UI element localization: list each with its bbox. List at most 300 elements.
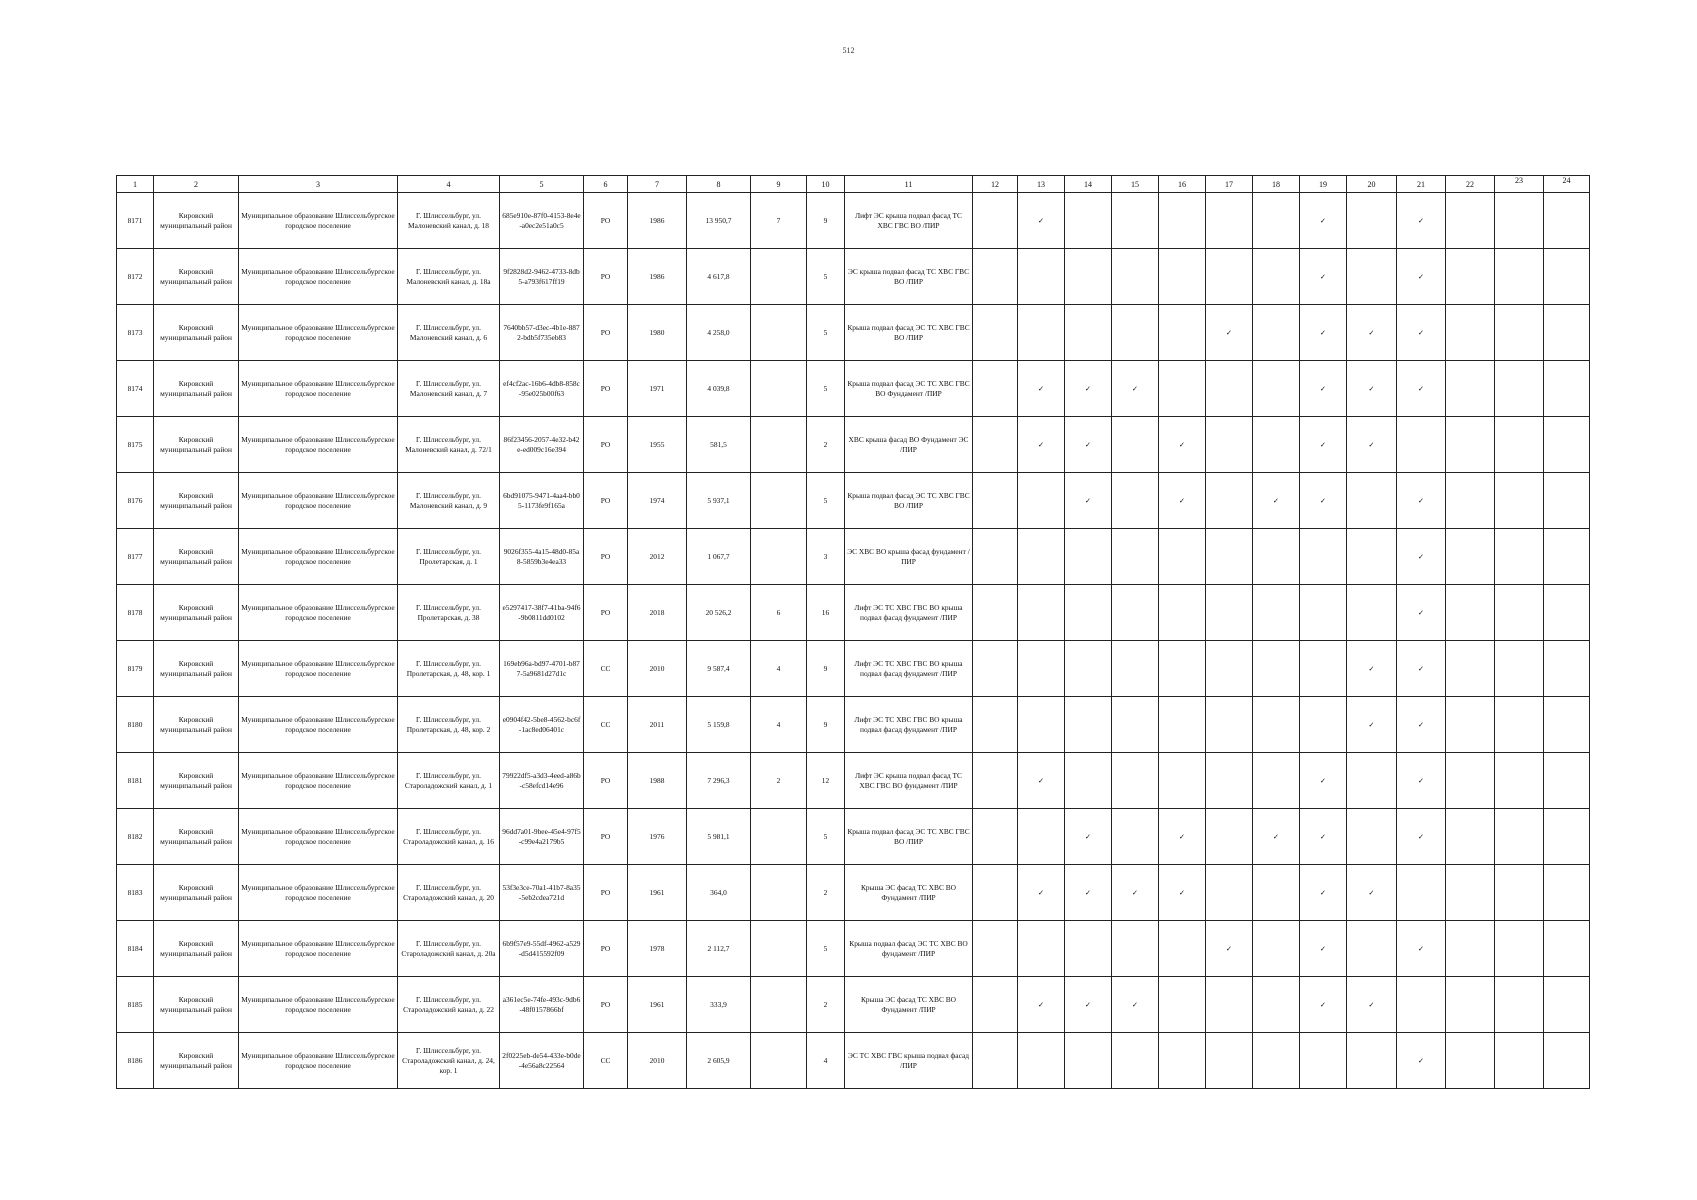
district-cell: Кировский муниципальный район <box>154 697 239 753</box>
check-cell-col23 <box>1495 249 1544 305</box>
check-cell-col16 <box>1159 529 1206 585</box>
check-cell-col20: ✓ <box>1347 641 1397 697</box>
check-cell-col18 <box>1253 529 1300 585</box>
check-cell-col23 <box>1495 1033 1544 1089</box>
check-cell-col23 <box>1495 361 1544 417</box>
row-number: 8178 <box>117 585 154 641</box>
column-header-5: 5 <box>500 176 584 193</box>
check-cell-col12 <box>973 697 1018 753</box>
district-cell: Кировский муниципальный район <box>154 641 239 697</box>
uuid-cell: 9f2828d2-9462-4733-8db5-a793f617ff19 <box>500 249 584 305</box>
check-cell-col20 <box>1347 921 1397 977</box>
year-cell: 2010 <box>628 1033 687 1089</box>
check-cell-col20 <box>1347 529 1397 585</box>
check-cell-col14 <box>1065 305 1112 361</box>
check-cell-col12 <box>973 641 1018 697</box>
check-cell-col21: ✓ <box>1397 753 1446 809</box>
check-cell-col21 <box>1397 865 1446 921</box>
row-number: 8186 <box>117 1033 154 1089</box>
works-cell: Крыша подвал фасад ЭС ТС ХВС ГВС ВО /ПИР <box>845 809 973 865</box>
check-cell-col19: ✓ <box>1300 417 1347 473</box>
ownership-type-cell: СС <box>584 697 628 753</box>
check-cell-col12 <box>973 249 1018 305</box>
uuid-cell: 6b9f57e9-55df-4962-a529-d5d415592f09 <box>500 921 584 977</box>
area-cell: 1 067,7 <box>687 529 751 585</box>
check-cell-col13 <box>1018 641 1065 697</box>
area-cell: 4 617,8 <box>687 249 751 305</box>
check-cell-col19: ✓ <box>1300 753 1347 809</box>
address-cell: Г. Шлиссельбург, ул. Пролетарская, д. 48, кор. 2 <box>398 697 500 753</box>
year-cell: 1976 <box>628 809 687 865</box>
check-cell-col14 <box>1065 529 1112 585</box>
check-cell-col22 <box>1446 1033 1495 1089</box>
col9-cell <box>751 1033 807 1089</box>
check-cell-col20: ✓ <box>1347 417 1397 473</box>
check-cell-col22 <box>1446 977 1495 1033</box>
check-cell-col16: ✓ <box>1159 809 1206 865</box>
check-cell-col13 <box>1018 585 1065 641</box>
col9-cell <box>751 921 807 977</box>
check-cell-col18 <box>1253 1033 1300 1089</box>
column-header-2: 2 <box>154 176 239 193</box>
ownership-type-cell: РО <box>584 809 628 865</box>
column-header-13: 13 <box>1018 176 1065 193</box>
col9-cell <box>751 417 807 473</box>
column-header-23: 23 <box>1495 176 1544 193</box>
check-cell-col20 <box>1347 585 1397 641</box>
address-cell: Г. Шлиссельбург, ул. Староладожский канал, д. 24, кор. 1 <box>398 1033 500 1089</box>
check-cell-col22 <box>1446 865 1495 921</box>
works-cell: Лифт ЭС крыша подвал фасад ТС ХВС ГВС ВО фундамент /ПИР <box>845 753 973 809</box>
row-number: 8184 <box>117 921 154 977</box>
ownership-type-cell: СС <box>584 641 628 697</box>
works-cell: Крыша подвал фасад ЭС ТС ХВС ГВС ВО /ПИР <box>845 305 973 361</box>
district-cell: Кировский муниципальный район <box>154 865 239 921</box>
check-cell-col14 <box>1065 921 1112 977</box>
row-number: 8179 <box>117 641 154 697</box>
check-cell-col22 <box>1446 921 1495 977</box>
check-cell-col15 <box>1112 529 1159 585</box>
area-cell: 20 526,2 <box>687 585 751 641</box>
works-cell: ЭС ТС ХВС ГВС крыша подвал фасад /ПИР <box>845 1033 973 1089</box>
col9-cell <box>751 305 807 361</box>
check-cell-col22 <box>1446 809 1495 865</box>
check-cell-col13 <box>1018 921 1065 977</box>
district-cell: Кировский муниципальный район <box>154 585 239 641</box>
ownership-type-cell: РО <box>584 193 628 249</box>
check-cell-col23 <box>1495 305 1544 361</box>
address-cell: Г. Шлиссельбург, ул. Староладожский канал, д. 22 <box>398 977 500 1033</box>
ownership-type-cell: РО <box>584 977 628 1033</box>
check-cell-col24 <box>1544 921 1590 977</box>
check-cell-col17 <box>1206 1033 1253 1089</box>
check-cell-col24 <box>1544 305 1590 361</box>
column-header-20: 20 <box>1347 176 1397 193</box>
check-cell-col20: ✓ <box>1347 361 1397 417</box>
works-cell: Лифт ЭС ТС ХВС ГВС ВО крыша подвал фасад фундамент /ПИР <box>845 697 973 753</box>
col10-cell: 9 <box>807 641 845 697</box>
check-cell-col21: ✓ <box>1397 529 1446 585</box>
works-cell: Лифт ЭС ТС ХВС ГВС ВО крыша подвал фасад фундамент /ПИР <box>845 641 973 697</box>
check-cell-col24 <box>1544 977 1590 1033</box>
check-cell-col16 <box>1159 305 1206 361</box>
check-cell-col20 <box>1347 249 1397 305</box>
row-number: 8173 <box>117 305 154 361</box>
column-header-22: 22 <box>1446 176 1495 193</box>
check-cell-col22 <box>1446 585 1495 641</box>
district-cell: Кировский муниципальный район <box>154 473 239 529</box>
col10-cell: 2 <box>807 417 845 473</box>
check-cell-col12 <box>973 473 1018 529</box>
address-cell: Г. Шлиссельбург, ул. Староладожский канал, д. 1 <box>398 753 500 809</box>
check-cell-col21: ✓ <box>1397 921 1446 977</box>
area-cell: 7 296,3 <box>687 753 751 809</box>
check-cell-col18 <box>1253 417 1300 473</box>
check-cell-col15 <box>1112 641 1159 697</box>
settlement-cell: Муниципальное образование Шлиссельбургское городское поселение <box>239 865 398 921</box>
works-cell: Крыша ЭС фасад ТС ХВС ВО Фундамент /ПИР <box>845 977 973 1033</box>
ownership-type-cell: РО <box>584 305 628 361</box>
check-cell-col14: ✓ <box>1065 977 1112 1033</box>
uuid-cell: 96dd7a01-9bee-45e4-97f5-c99e4a2179b5 <box>500 809 584 865</box>
col9-cell <box>751 809 807 865</box>
check-cell-col21: ✓ <box>1397 249 1446 305</box>
check-cell-col14 <box>1065 753 1112 809</box>
column-header-16: 16 <box>1159 176 1206 193</box>
ownership-type-cell: РО <box>584 529 628 585</box>
check-cell-col19 <box>1300 585 1347 641</box>
works-cell: ЭС крыша подвал фасад ТС ХВС ГВС ВО /ПИР <box>845 249 973 305</box>
col9-cell: 4 <box>751 641 807 697</box>
table-row <box>117 753 1590 809</box>
check-cell-col13: ✓ <box>1018 865 1065 921</box>
settlement-cell: Муниципальное образование Шлиссельбургское городское поселение <box>239 305 398 361</box>
check-cell-col19 <box>1300 1033 1347 1089</box>
area-cell: 4 039,8 <box>687 361 751 417</box>
col10-cell: 2 <box>807 977 845 1033</box>
check-cell-col15 <box>1112 417 1159 473</box>
check-cell-col23 <box>1495 473 1544 529</box>
check-cell-col13 <box>1018 473 1065 529</box>
check-cell-col13 <box>1018 529 1065 585</box>
ownership-type-cell: РО <box>584 249 628 305</box>
check-cell-col17: ✓ <box>1206 921 1253 977</box>
table-row <box>117 585 1590 641</box>
year-cell: 2018 <box>628 585 687 641</box>
table-row <box>117 249 1590 305</box>
check-cell-col21 <box>1397 977 1446 1033</box>
table-row <box>117 641 1590 697</box>
check-cell-col15 <box>1112 809 1159 865</box>
check-cell-col23 <box>1495 417 1544 473</box>
settlement-cell: Муниципальное образование Шлиссельбургское городское поселение <box>239 753 398 809</box>
check-cell-col20: ✓ <box>1347 697 1397 753</box>
check-cell-col14 <box>1065 249 1112 305</box>
check-cell-col20 <box>1347 193 1397 249</box>
uuid-cell: a361ec5e-74fe-493c-9db6-48f0157866bf <box>500 977 584 1033</box>
check-cell-col19: ✓ <box>1300 305 1347 361</box>
settlement-cell: Муниципальное образование Шлиссельбургское городское поселение <box>239 809 398 865</box>
check-cell-col16 <box>1159 585 1206 641</box>
check-cell-col12 <box>973 305 1018 361</box>
check-cell-col24 <box>1544 473 1590 529</box>
check-cell-col16: ✓ <box>1159 865 1206 921</box>
district-cell: Кировский муниципальный район <box>154 193 239 249</box>
col10-cell: 3 <box>807 529 845 585</box>
works-cell: Крыша подвал фасад ЭС ТС ХВС ГВС ВО /ПИР <box>845 473 973 529</box>
year-cell: 1980 <box>628 305 687 361</box>
check-cell-col13: ✓ <box>1018 753 1065 809</box>
page-number: 512 <box>842 46 855 55</box>
check-cell-col12 <box>973 585 1018 641</box>
check-cell-col16 <box>1159 641 1206 697</box>
table-row <box>117 473 1590 529</box>
year-cell: 2011 <box>628 697 687 753</box>
column-header-4: 4 <box>398 176 500 193</box>
address-cell: Г. Шлиссельбург, ул. Малоневский канал, д. 18 <box>398 193 500 249</box>
check-cell-col20: ✓ <box>1347 305 1397 361</box>
table-body <box>117 193 1590 1089</box>
district-cell: Кировский муниципальный район <box>154 417 239 473</box>
col9-cell <box>751 529 807 585</box>
check-cell-col23 <box>1495 921 1544 977</box>
year-cell: 2010 <box>628 641 687 697</box>
table-row <box>117 865 1590 921</box>
check-cell-col18 <box>1253 865 1300 921</box>
check-cell-col24 <box>1544 809 1590 865</box>
check-cell-col17 <box>1206 417 1253 473</box>
col10-cell: 16 <box>807 585 845 641</box>
area-cell: 333,9 <box>687 977 751 1033</box>
row-number: 8171 <box>117 193 154 249</box>
check-cell-col18 <box>1253 361 1300 417</box>
check-cell-col16 <box>1159 1033 1206 1089</box>
check-cell-col15 <box>1112 697 1159 753</box>
check-cell-col22 <box>1446 193 1495 249</box>
table-row <box>117 361 1590 417</box>
check-cell-col21: ✓ <box>1397 193 1446 249</box>
settlement-cell: Муниципальное образование Шлиссельбургское городское поселение <box>239 977 398 1033</box>
check-cell-col24 <box>1544 641 1590 697</box>
check-cell-col17 <box>1206 697 1253 753</box>
column-header-17: 17 <box>1206 176 1253 193</box>
check-cell-col14 <box>1065 1033 1112 1089</box>
works-cell: ХВС крыша фасад ВО Фундамент ЭС /ПИР <box>845 417 973 473</box>
col10-cell: 5 <box>807 473 845 529</box>
check-cell-col16: ✓ <box>1159 473 1206 529</box>
check-cell-col23 <box>1495 529 1544 585</box>
check-cell-col24 <box>1544 193 1590 249</box>
check-cell-col18: ✓ <box>1253 473 1300 529</box>
check-cell-col15 <box>1112 1033 1159 1089</box>
check-cell-col12 <box>973 753 1018 809</box>
check-cell-col15 <box>1112 193 1159 249</box>
area-cell: 581,5 <box>687 417 751 473</box>
check-cell-col13 <box>1018 305 1065 361</box>
row-number: 8181 <box>117 753 154 809</box>
check-cell-col13 <box>1018 249 1065 305</box>
check-cell-col13 <box>1018 809 1065 865</box>
area-cell: 5 981,1 <box>687 809 751 865</box>
column-header-10: 10 <box>807 176 845 193</box>
table-row <box>117 305 1590 361</box>
uuid-cell: 6bd91075-9471-4aa4-bb05-1173fe9f165a <box>500 473 584 529</box>
works-cell: Лифт ЭС ТС ХВС ГВС ВО крыша подвал фасад фундамент /ПИР <box>845 585 973 641</box>
uuid-cell: 9026f355-4a15-48d0-85a8-5859b3e4ea33 <box>500 529 584 585</box>
settlement-cell: Муниципальное образование Шлиссельбургское городское поселение <box>239 193 398 249</box>
check-cell-col12 <box>973 361 1018 417</box>
check-cell-col14: ✓ <box>1065 361 1112 417</box>
check-cell-col23 <box>1495 753 1544 809</box>
check-cell-col12 <box>973 1033 1018 1089</box>
area-cell: 364,0 <box>687 865 751 921</box>
settlement-cell: Муниципальное образование Шлиссельбургское городское поселение <box>239 585 398 641</box>
check-cell-col15 <box>1112 585 1159 641</box>
year-cell: 1988 <box>628 753 687 809</box>
column-header-7: 7 <box>628 176 687 193</box>
check-cell-col18 <box>1253 921 1300 977</box>
col10-cell: 12 <box>807 753 845 809</box>
check-cell-col18 <box>1253 977 1300 1033</box>
check-cell-col19: ✓ <box>1300 865 1347 921</box>
works-cell: Крыша ЭС фасад ТС ХВС ВО Фундамент /ПИР <box>845 865 973 921</box>
address-cell: Г. Шлиссельбург, ул. Староладожский канал, д. 20а <box>398 921 500 977</box>
check-cell-col17 <box>1206 249 1253 305</box>
check-cell-col24 <box>1544 753 1590 809</box>
check-cell-col13: ✓ <box>1018 417 1065 473</box>
check-cell-col22 <box>1446 641 1495 697</box>
check-cell-col12 <box>973 417 1018 473</box>
year-cell: 1978 <box>628 921 687 977</box>
col9-cell <box>751 977 807 1033</box>
check-cell-col22 <box>1446 417 1495 473</box>
check-cell-col17 <box>1206 753 1253 809</box>
ownership-type-cell: РО <box>584 865 628 921</box>
row-number: 8185 <box>117 977 154 1033</box>
check-cell-col15 <box>1112 249 1159 305</box>
col10-cell: 5 <box>807 809 845 865</box>
check-cell-col21: ✓ <box>1397 305 1446 361</box>
check-cell-col22 <box>1446 305 1495 361</box>
col10-cell: 9 <box>807 193 845 249</box>
check-cell-col14 <box>1065 585 1112 641</box>
col10-cell: 5 <box>807 361 845 417</box>
year-cell: 1971 <box>628 361 687 417</box>
column-header-14: 14 <box>1065 176 1112 193</box>
check-cell-col16: ✓ <box>1159 417 1206 473</box>
ownership-type-cell: СС <box>584 1033 628 1089</box>
check-cell-col18 <box>1253 585 1300 641</box>
check-cell-col13 <box>1018 697 1065 753</box>
ownership-type-cell: РО <box>584 753 628 809</box>
check-cell-col22 <box>1446 529 1495 585</box>
check-cell-col17 <box>1206 361 1253 417</box>
check-cell-col16 <box>1159 697 1206 753</box>
check-cell-col14 <box>1065 697 1112 753</box>
col9-cell: 4 <box>751 697 807 753</box>
settlement-cell: Муниципальное образование Шлиссельбургское городское поселение <box>239 697 398 753</box>
check-cell-col12 <box>973 193 1018 249</box>
check-cell-col18 <box>1253 641 1300 697</box>
check-cell-col20 <box>1347 809 1397 865</box>
check-cell-col19: ✓ <box>1300 473 1347 529</box>
row-number: 8172 <box>117 249 154 305</box>
check-cell-col12 <box>973 529 1018 585</box>
check-cell-col23 <box>1495 865 1544 921</box>
col9-cell: 2 <box>751 753 807 809</box>
check-cell-col20 <box>1347 1033 1397 1089</box>
column-header-9: 9 <box>751 176 807 193</box>
district-cell: Кировский муниципальный район <box>154 249 239 305</box>
check-cell-col21 <box>1397 417 1446 473</box>
check-cell-col21: ✓ <box>1397 361 1446 417</box>
district-cell: Кировский муниципальный район <box>154 1033 239 1089</box>
table-row <box>117 977 1590 1033</box>
check-cell-col17 <box>1206 977 1253 1033</box>
settlement-cell: Муниципальное образование Шлиссельбургское городское поселение <box>239 1033 398 1089</box>
check-cell-col23 <box>1495 809 1544 865</box>
row-number: 8182 <box>117 809 154 865</box>
check-cell-col14: ✓ <box>1065 473 1112 529</box>
col9-cell <box>751 865 807 921</box>
check-cell-col24 <box>1544 697 1590 753</box>
col9-cell <box>751 473 807 529</box>
address-cell: Г. Шлиссельбург, ул. Староладожский канал, д. 16 <box>398 809 500 865</box>
check-cell-col19: ✓ <box>1300 977 1347 1033</box>
district-cell: Кировский муниципальный район <box>154 529 239 585</box>
settlement-cell: Муниципальное образование Шлиссельбургское городское поселение <box>239 473 398 529</box>
check-cell-col12 <box>973 809 1018 865</box>
address-cell: Г. Шлиссельбург, ул. Малоневский канал, д. 18а <box>398 249 500 305</box>
check-cell-col20 <box>1347 753 1397 809</box>
check-cell-col19: ✓ <box>1300 809 1347 865</box>
column-header-11: 11 <box>845 176 973 193</box>
col10-cell: 9 <box>807 697 845 753</box>
year-cell: 1961 <box>628 865 687 921</box>
check-cell-col18 <box>1253 305 1300 361</box>
check-cell-col13: ✓ <box>1018 361 1065 417</box>
check-cell-col16 <box>1159 753 1206 809</box>
ownership-type-cell: РО <box>584 473 628 529</box>
check-cell-col15: ✓ <box>1112 361 1159 417</box>
uuid-cell: 169eb96a-bd97-4701-b877-5a9681d27d1c <box>500 641 584 697</box>
check-cell-col24 <box>1544 585 1590 641</box>
check-cell-col16 <box>1159 921 1206 977</box>
uuid-cell: 685e910e-87f0-4153-8e4e-a0ec2e51a0c5 <box>500 193 584 249</box>
year-cell: 1974 <box>628 473 687 529</box>
district-cell: Кировский муниципальный район <box>154 361 239 417</box>
check-cell-col24 <box>1544 249 1590 305</box>
area-cell: 9 587,4 <box>687 641 751 697</box>
column-header-8: 8 <box>687 176 751 193</box>
check-cell-col14 <box>1065 193 1112 249</box>
check-cell-col18 <box>1253 753 1300 809</box>
check-cell-col17 <box>1206 529 1253 585</box>
check-cell-col20: ✓ <box>1347 865 1397 921</box>
column-header-15: 15 <box>1112 176 1159 193</box>
table-row <box>117 809 1590 865</box>
uuid-cell: ef4cf2ac-16b6-4db8-858c-95e025b00f63 <box>500 361 584 417</box>
year-cell: 1961 <box>628 977 687 1033</box>
check-cell-col14 <box>1065 641 1112 697</box>
check-cell-col16 <box>1159 193 1206 249</box>
check-cell-col12 <box>973 921 1018 977</box>
table-row <box>117 193 1590 249</box>
column-header-21: 21 <box>1397 176 1446 193</box>
check-cell-col15 <box>1112 753 1159 809</box>
row-number: 8174 <box>117 361 154 417</box>
check-cell-col13: ✓ <box>1018 977 1065 1033</box>
